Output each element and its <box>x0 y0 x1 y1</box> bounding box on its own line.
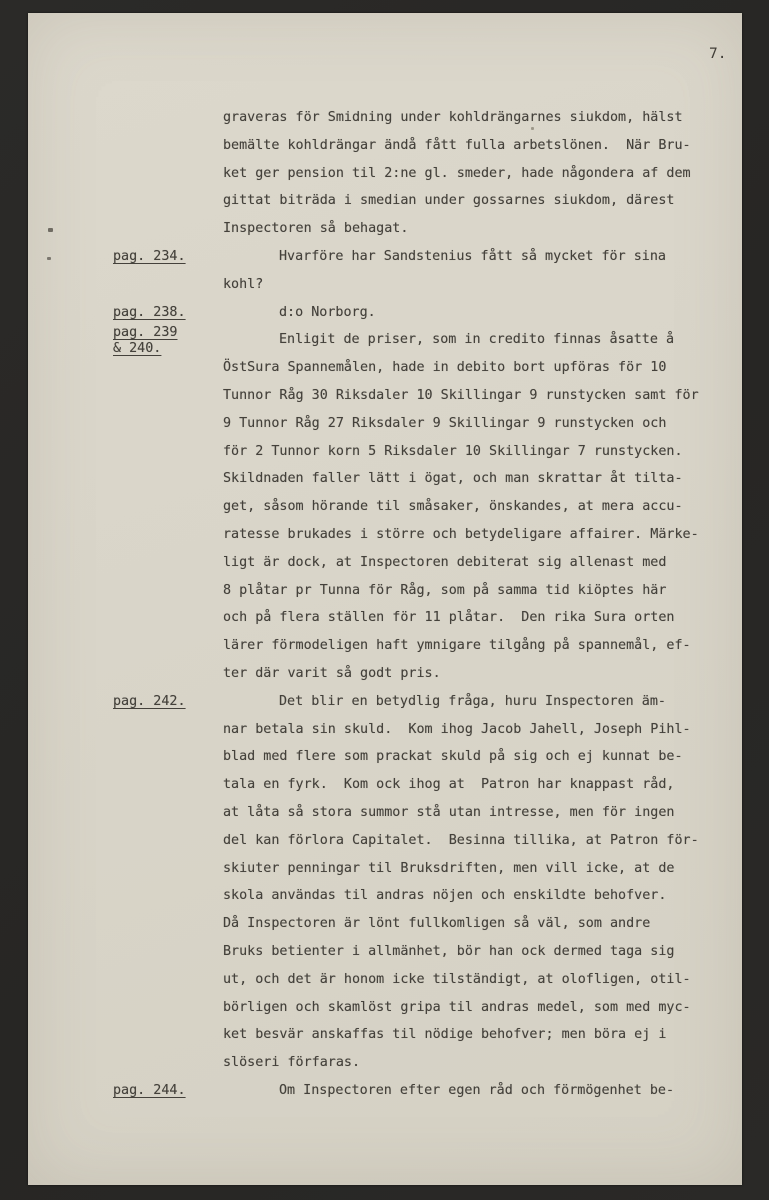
text-line: för 2 Tunnor korn 5 Riksdaler 10 Skillingar 7 runstycken. <box>223 443 683 459</box>
document-page <box>28 13 742 1185</box>
text-line: at låta så stora summor stå utan intresse, men för ingen <box>223 804 675 820</box>
margin-page-reference-line: pag. 238. <box>113 304 186 320</box>
text-line: Skildnaden faller lätt i ögat, och man skrattar åt tilta- <box>223 471 683 487</box>
paragraph <box>28 104 742 243</box>
text-line: skiuter penningar til Bruksdriften, men vill icke, at de <box>223 860 675 876</box>
page-number: 7. <box>709 46 727 62</box>
text-line: blad med flere som prackat skuld på sig och ej kunnat be- <box>223 749 683 765</box>
paragraph <box>28 326 742 687</box>
text-line: börligen och skamlöst gripa til andras medel, som med myc- <box>223 999 691 1015</box>
margin-page-reference-line: pag. 244. <box>113 1082 186 1098</box>
paragraph-text <box>223 243 742 299</box>
margin-page-reference <box>113 299 186 321</box>
text-line: Tunnor Råg 30 Riksdaler 10 Skillingar 9 runstycken samt för <box>223 387 699 403</box>
text-line: gittat biträda i smedian under gossarnes siukdom, därest <box>223 193 675 209</box>
margin-page-reference-line: pag. 234. <box>113 248 186 264</box>
text-line: ket ger pension til 2:ne gl. smeder, hade någondera af dem <box>223 165 691 181</box>
text-line: Det blir en betydlig fråga, huru Inspectoren äm- <box>279 693 666 709</box>
text-line: ter där varit så godt pris. <box>223 665 441 681</box>
paragraph-text <box>223 326 742 687</box>
text-line: och på flera ställen för 11 plåtar. Den rika Sura orten <box>223 610 675 626</box>
text-line: get, såsom hörande til småsaker, önskandes, at mera accu- <box>223 499 683 515</box>
text-line: Hvarföre har Sandstenius fått så mycket för sina <box>279 248 666 264</box>
paragraph-text <box>223 299 742 327</box>
text-line: graveras för Smidning under kohldrängarnes siukdom, hälst <box>223 110 683 125</box>
text-line: ÖstSura Spannemålen, hade in debito bort upföras för 10 <box>223 360 667 376</box>
margin-page-reference-line: & 240. <box>113 341 162 357</box>
paragraph <box>28 688 742 1077</box>
paragraph <box>28 299 742 327</box>
text-line: 9 Tunnor Råg 27 Riksdaler 9 Skillingar 9 runstycken och <box>223 415 667 431</box>
margin-page-reference <box>113 325 178 357</box>
document-body <box>28 104 742 1105</box>
text-line: del kan förlora Capitalet. Besinna tillika, at Patron för- <box>223 832 699 848</box>
text-line: ligt är dock, at Inspectoren debiterat sig allenast med <box>223 554 667 570</box>
text-line: d:o Norborg. <box>279 304 376 320</box>
text-line: nar betala sin skuld. Kom ihog Jacob Jahell, Joseph Pihl- <box>223 721 691 737</box>
text-line: bemälte kohldrängar ändå fått fulla arbetslönen. När Bru- <box>223 137 691 153</box>
paragraph <box>28 243 742 299</box>
margin-page-reference <box>113 688 186 710</box>
margin-page-reference-line: pag. 239 <box>113 325 178 341</box>
margin-page-reference-line: pag. 242. <box>113 693 186 709</box>
text-line: kohl? <box>223 276 264 292</box>
text-line: Enligit de priser, som in credito finnas åsatte å <box>279 332 675 348</box>
text-line: Då Inspectoren är lönt fullkomligen så väl, som andre <box>223 916 651 932</box>
text-line: ket besvär anskaffas til nödige behofver; men böra ej i <box>223 1027 667 1043</box>
text-line: Bruks betienter i allmänhet, bör han ock dermed taga sig <box>223 943 675 959</box>
paragraph <box>28 1077 742 1105</box>
text-line: slöseri förfaras. <box>223 1055 361 1071</box>
text-line: tala en fyrk. Kom ock ihog at Patron har knappast råd, <box>223 777 675 793</box>
margin-page-reference <box>113 243 186 265</box>
paragraph-text <box>223 1077 742 1105</box>
text-line: Om Inspectoren efter egen råd och förmögenhet be- <box>279 1082 675 1098</box>
margin-page-reference <box>113 1077 186 1099</box>
paragraph-text <box>223 688 742 1077</box>
text-line: lärer förmodeligen haft ymnigare tilgång på spannemål, ef- <box>223 638 691 654</box>
text-line: 8 plåtar pr Tunna för Råg, som på samma tid kiöptes här <box>223 582 667 598</box>
text-line: Inspectoren så behagat. <box>223 221 409 237</box>
paragraph-text <box>223 104 742 243</box>
text-line: skola användas til andras nöjen och enskildte behofver. <box>223 888 667 904</box>
text-line: ut, och det är honom icke tilständigt, at olofligen, otil- <box>223 971 691 987</box>
text-line: ratesse brukades i större och betydeligare affairer. Märke- <box>223 526 699 542</box>
